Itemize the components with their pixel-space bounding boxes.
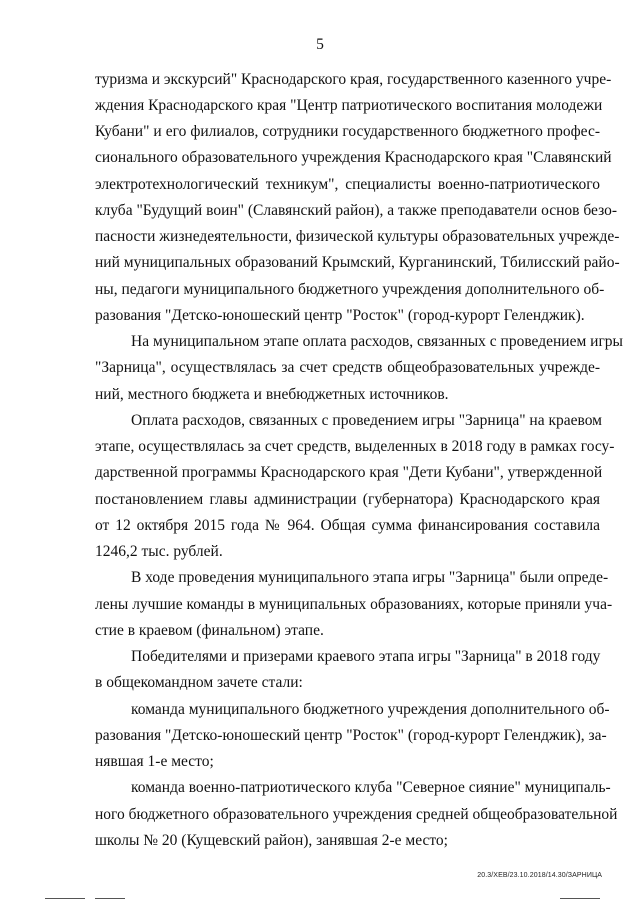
page-number: 5 xyxy=(316,36,324,53)
text-line: пасности жизнедеятельности, физической культуры образовательных учрежде- xyxy=(95,228,620,245)
text-line: В ходе проведения муниципального этапа игры "Зарница" были опреде- xyxy=(131,569,609,586)
text-line: разования "Детско-юношеский центр "Росток" (город-курорт Геленджик). xyxy=(95,307,585,324)
text-line: ждения Краснодарского края "Центр патриотического воспитания молодежи xyxy=(95,97,603,114)
text-line: команда военно-патриотического клуба "Северное сияние" муниципаль- xyxy=(131,779,611,796)
text-line: Оплата расходов, связанных с проведением игры "Зарница" на краевом xyxy=(131,412,602,429)
bottom-divider xyxy=(95,898,125,899)
text-line: лены лучшие команды в муниципальных образованиях, которые приняли уча- xyxy=(95,596,613,613)
text-line: сионального образовательного учреждения Краснодарского края "Славянский xyxy=(95,149,612,166)
text-line: команда муниципального бюджетного учреждения дополнительного об- xyxy=(131,701,610,718)
text-line: ний, местного бюджета и внебюджетных источников. xyxy=(95,386,449,403)
text-line: нявшая 1-е место; xyxy=(95,753,214,770)
bottom-divider xyxy=(560,898,600,899)
text-line: ны, педагоги муниципального бюджетного учреждения дополнительного об- xyxy=(95,281,605,298)
text-line: от 12 октября 2015 года № 964. Общая сумма финансирования составила xyxy=(95,517,600,534)
text-line: "Зарница", осуществлялась за счет средств общеобразовательных учрежде- xyxy=(95,359,600,376)
bottom-divider xyxy=(45,898,85,899)
text-line: Победителями и призерами краевого этапа игры "Зарница" в 2018 году xyxy=(131,648,601,665)
text-line: 1246,2 тыс. рублей. xyxy=(95,543,223,560)
text-line: электротехнологический техникум", специалисты военно-патриотического xyxy=(95,176,600,193)
text-line: стие в краевом (финальном) этапе. xyxy=(95,622,324,639)
text-line: клуба "Будущий воин" (Славянский район), а также преподаватели основ безо- xyxy=(95,202,618,219)
text-line: Кубани" и его филиалов, сотрудники государственного бюджетного профес- xyxy=(95,123,600,140)
text-line: в общекомандном зачете стали: xyxy=(95,674,303,691)
text-line: постановлением главы администрации (губернатора) Краснодарского края xyxy=(95,491,600,508)
document-code: 20.3/ХЕВ/23.10.2018/14.30/ЗАРНИЦА xyxy=(477,872,602,879)
text-line: разования "Детско-юношеский центр "Росток" (город-курорт Геленджик), за- xyxy=(95,727,607,744)
text-line: ного бюджетного образовательного учреждения средней общеобразовательной xyxy=(95,806,618,823)
text-line: дарственной программы Краснодарского края "Дети Кубани", утвержденной xyxy=(95,464,603,481)
text-line: На муниципальном этапе оплата расходов, связанных с проведением игры xyxy=(131,333,623,350)
text-line: ний муниципальных образований Крымский, Курганинский, Тбилисский райо- xyxy=(95,254,620,271)
text-line: школы № 20 (Кущевский район), занявшая 2-е место; xyxy=(95,832,448,849)
text-line: туризма и экскурсий" Краснодарского края, государственного казенного учре- xyxy=(95,71,612,88)
text-line: этапе, осуществлялась за счет средств, выделенных в 2018 году в рамках госу- xyxy=(95,438,615,455)
